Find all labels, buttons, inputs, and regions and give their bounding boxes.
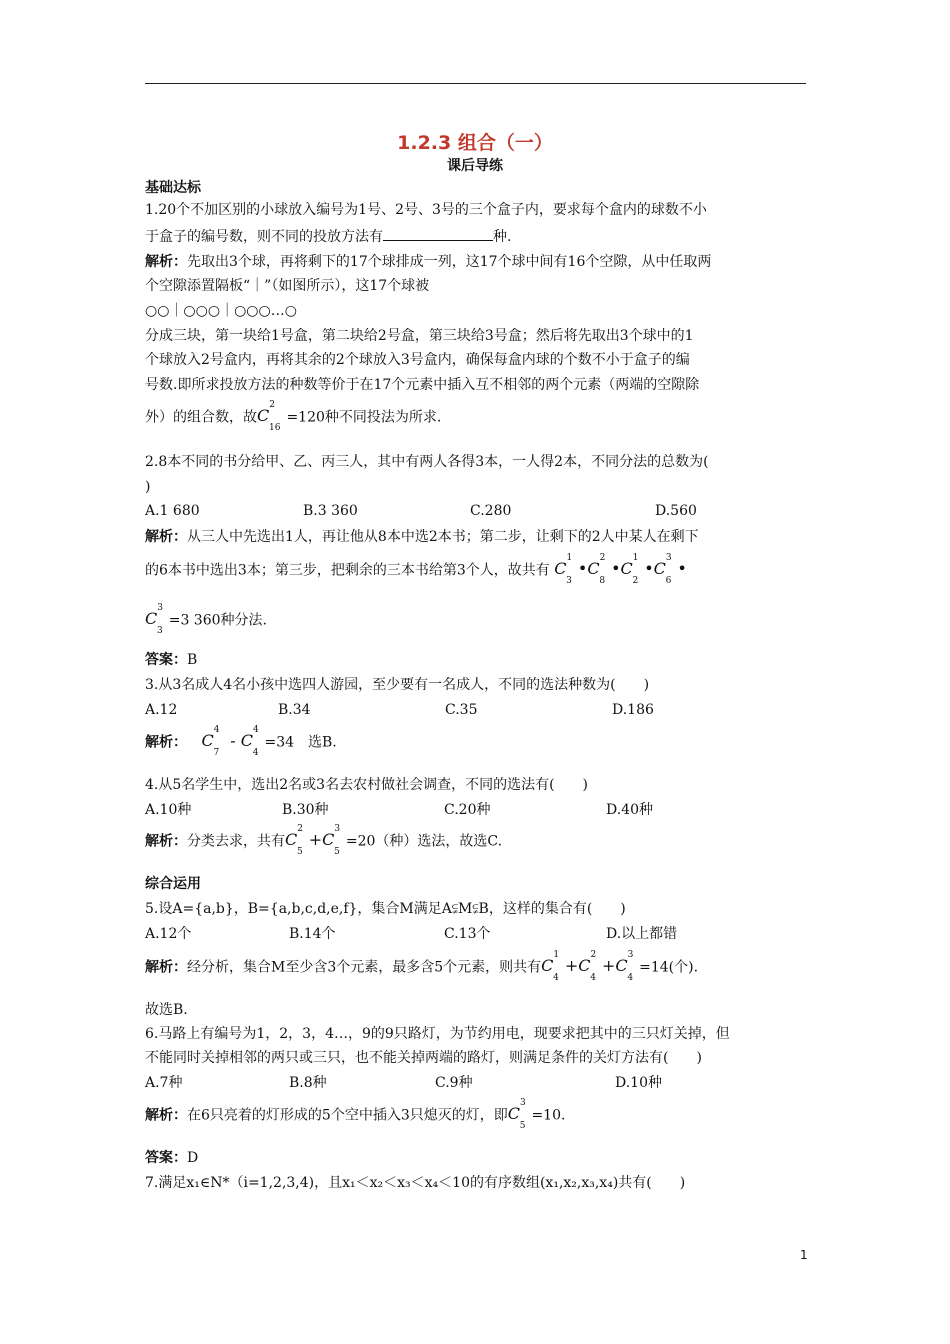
q4-line1: 4.从5名学生中，选出2名或3名去农村做社会调查，不同的选法有( ) xyxy=(145,777,589,793)
combination-formula: $C^2_{16}$ xyxy=(257,400,281,433)
header-rule xyxy=(145,83,806,84)
q2-option-c: C.280 xyxy=(470,503,512,519)
q2-line1: 2.8本不同的书分给甲、乙、丙三人，其中有两人各得3本，一人得2本，不同分法的总数为( xyxy=(145,454,709,470)
q3-option-c: C.35 xyxy=(445,702,478,718)
q2-option-a: A.1 680 xyxy=(145,503,200,519)
q2-option-b: B.3 360 xyxy=(303,503,358,519)
q6-analysis: 解析：在6只亮着的灯形成的5个空中插入3只熄灭的灯，即$C^3_5=10$. xyxy=(145,1098,566,1131)
q7-line1: 7.满足x₁∈N*（i=1,2,3,4)，且x₁＜x₂＜x₃＜x₄＜10的有序数组(x₁,x₂,x₃,x₄)共有( ) xyxy=(145,1175,686,1191)
q6-answer: 答案：D xyxy=(145,1150,199,1166)
q5-option-a: A.12个 xyxy=(145,926,192,942)
q5-analysis: 解析：经分析，集合M至少含3个元素，最多含5个元素，则共有$C^1_4+C^2_4+C^3_4=14$(个). xyxy=(145,950,699,983)
q1-analysis-line1: 解析：先取出3个球，再将剩下的17个球排成一列，这17个球中间有16个空隙，从中任取两 xyxy=(145,254,712,270)
page-subtitle: 课后导练 xyxy=(447,158,503,174)
q2-analysis-line2: 的6本书中选出3本；第三步，把剩余的三本书给第3个人，故共有 $C^1_3•C^2_8•C^1_2•C^3_6•$ xyxy=(145,553,687,586)
page-number: 1 xyxy=(800,1248,808,1262)
q1-analysis-line7: 外）的组合数，故$C^2_{16}=120$种不同投法为所求. xyxy=(145,400,442,433)
q1-analysis-line6: 号数.即所求投放方法的种数等价于在17个元素中插入互不相邻的两个元素（两端的空隙除 xyxy=(145,377,700,393)
q5-option-d: D.以上都错 xyxy=(606,926,678,942)
q1-analysis-line2: 个空隙添置隔板“｜”（如图所示），这17个球被 xyxy=(145,278,430,294)
q2-analysis-line1: 解析：从三人中先选出1人，再让他从8本中选2本书；第二步，让剩下的2人中某人在剩下 xyxy=(145,529,699,545)
q1-analysis-line5: 个球放入2号盒内，再将其余的2个球放入3号盒内，确保每盒内球的个数不小于盒子的编 xyxy=(145,352,690,368)
q6-option-d: D.10种 xyxy=(615,1075,662,1091)
combination-formula: $C^3_3$ xyxy=(145,603,163,636)
section-heading-basic: 基础达标 xyxy=(145,180,201,196)
q4-analysis: 解析：分类去求，共有$C^2_5+C^3_5=20$（种）选法，故选C. xyxy=(145,824,503,857)
q6-option-b: B.8种 xyxy=(289,1075,327,1091)
q6-option-a: A.7种 xyxy=(145,1075,183,1091)
q3-option-a: A.12 xyxy=(145,702,178,718)
q4-option-d: D.40种 xyxy=(606,802,653,818)
combination-formula: $C^2_5+C^3_5$ xyxy=(285,824,341,857)
q3-option-d: D.186 xyxy=(612,702,654,718)
q1-line2: 于盒子的编号数，则不同的投放方法有 种. xyxy=(145,226,511,247)
q5-analysis-conclusion: 故选B. xyxy=(145,1002,188,1018)
q1-ball-diagram: ○○｜○○○｜○○○…○ xyxy=(145,303,297,319)
combination-formula: $C^1_3•C^2_8•C^1_2•C^3_6•$ xyxy=(554,553,687,586)
q2-line2: ) xyxy=(145,479,151,495)
q6-line1: 6.马路上有编号为1，2，3，4…，9的9只路灯，为节约用电，现要求把其中的三只灯关掉，但 xyxy=(145,1026,730,1042)
q6-option-c: C.9种 xyxy=(435,1075,473,1091)
q4-option-c: C.20种 xyxy=(444,802,491,818)
q3-line1: 3.从3名成人4名小孩中选四人游园，至少要有一名成人，不同的选法种数为( ) xyxy=(145,677,650,693)
combination-formula: $C^3_5$ xyxy=(507,1098,526,1131)
q2-answer: 答案：B xyxy=(145,652,198,668)
q3-analysis: 解析： $C^4_7 - C^4_4=34$ 选B. xyxy=(145,725,337,758)
q2-option-d: D.560 xyxy=(655,503,697,519)
combination-formula: $C^1_4+C^2_4+C^3_4$ xyxy=(541,950,634,983)
section-heading-comprehensive: 综合运用 xyxy=(145,876,201,892)
q5-option-c: C.13个 xyxy=(444,926,491,942)
q2-analysis-line3: $C^3_3=3$ 360种分法. xyxy=(145,603,267,636)
q5-option-b: B.14个 xyxy=(289,926,336,942)
combination-formula: $C^4_7 - C^4_4$ xyxy=(201,725,259,758)
q1-line1: 1.20个不加区别的小球放入编号为1号、2号、3号的三个盒子内，要求每个盒内的球数不小 xyxy=(145,202,707,218)
q3-option-b: B.34 xyxy=(278,702,311,718)
q4-option-b: B.30种 xyxy=(282,802,329,818)
page-title: 1.2.3 组合（一） xyxy=(397,132,553,154)
q6-line2: 不能同时关掉相邻的两只或三只，也不能关掉两端的路灯，则满足条件的关灯方法有( ) xyxy=(145,1050,702,1066)
q4-option-a: A.10种 xyxy=(145,802,192,818)
q5-line1: 5.设A={a,b}，B={a,b,c,d,e,f}，集合M满足A⫋M⫋B，这样的集合有( ) xyxy=(145,901,626,917)
q1-analysis-line4: 分成三块，第一块给1号盒，第二块给2号盒，第三块给3号盒；然后将先取出3个球中的1 xyxy=(145,328,694,344)
answer-blank xyxy=(383,226,493,241)
